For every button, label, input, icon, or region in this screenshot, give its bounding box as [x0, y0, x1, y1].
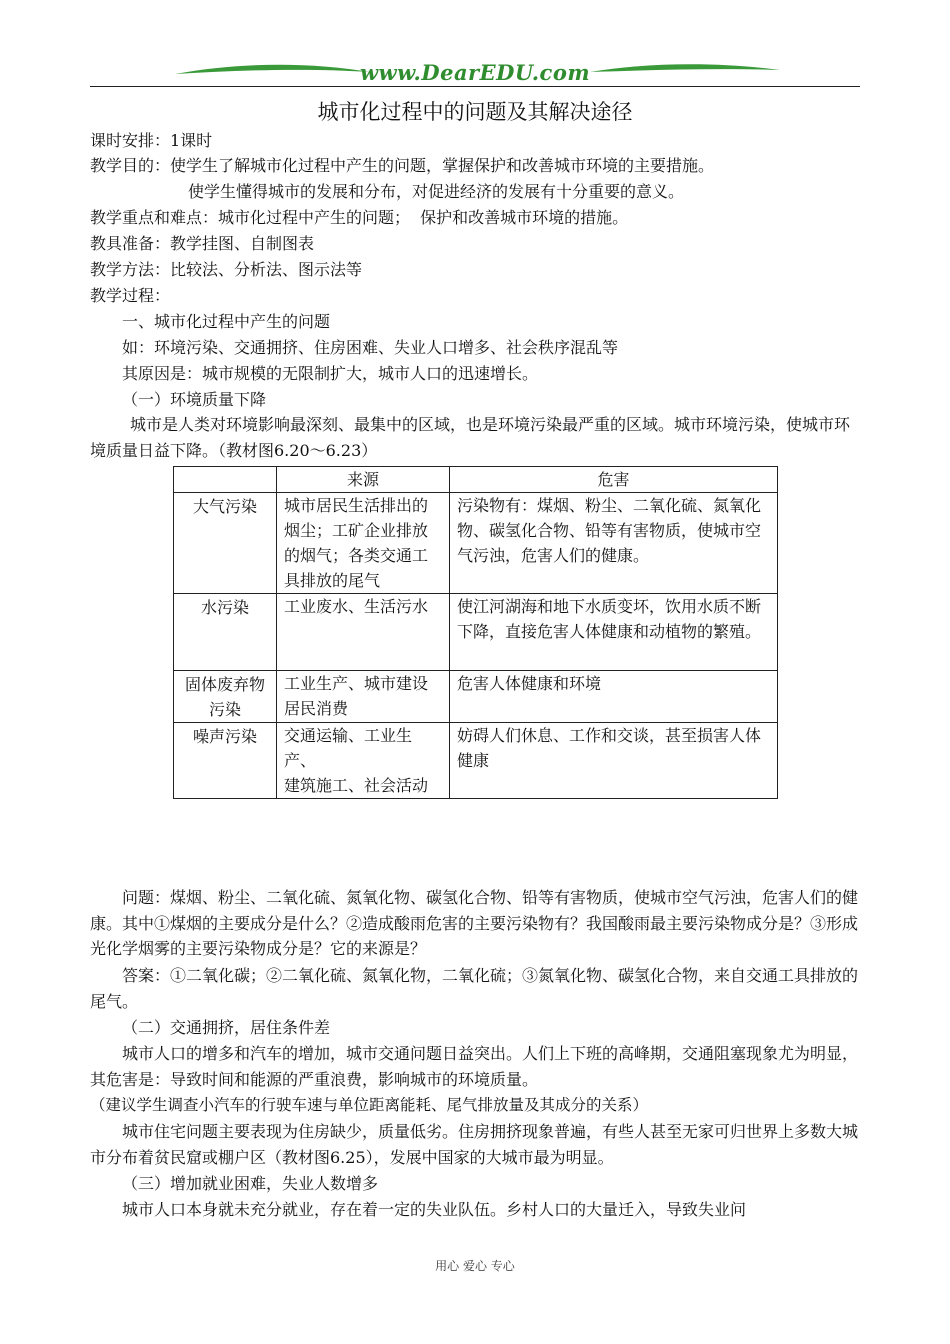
pollution-type: 水污染: [174, 594, 277, 671]
sub1-heading: （一）环境质量下降: [122, 390, 267, 409]
page-title: 城市化过程中的问题及其解决途径: [317, 100, 633, 124]
pollution-harm: 使江河湖海和地下水质变坏，饮用水质不断下降，直接危害人体健康和动植物的繁殖。: [450, 594, 778, 671]
table-header-cell: [174, 467, 277, 493]
sub2-text1: 城市人口的增多和汽车的增加，城市交通问题日益突出。人们上下班的高峰期，交通阻塞现象尤为明显，其危害是：导致时间和能源的严重浪费，影响城市的环境质量。: [90, 1044, 859, 1089]
site-logo: www.DearEDU.com: [359, 60, 591, 85]
sub1-text: 城市是人类对环境影响最深刻、最集中的区域，也是环境污染最严重的区域。城市环境污染，使城市环境质量日益下降。（教材图6.20～6.23）: [90, 415, 851, 460]
pollution-type: 固体废弃物污染: [174, 671, 277, 723]
table-row: [174, 493, 778, 594]
table-row: [174, 723, 778, 799]
pollution-harm: 污染物有：煤烟、粉尘、二氧化硫、氮氧化物、碳氢化合物、铅等有害物质，使城市空气污浊，危害人们的健康。: [450, 493, 778, 594]
sub2-text2: 城市住宅问题主要表现为住房缺少，质量低劣。住房拥挤现象普遍，有些人甚至无家可归世界上多数大城市分布着贫民窟或棚户区（教材图6.25），发展中国家的大城市最为明显。: [90, 1122, 859, 1167]
lesson-schedule: 课时安排：1课时: [90, 131, 213, 150]
teaching-process: 教学过程：: [90, 286, 171, 305]
pollution-source: 城市居民生活排出的烟尘；工矿企业排放的烟气；各类交通工具排放的尾气: [277, 493, 450, 594]
section1-examples: 如：环境污染、交通拥挤、住房困难、失业人口增多、社会秩序混乱等: [122, 338, 619, 357]
sub3-text: 城市人口本身就未充分就业，存在着一定的失业队伍。乡村人口的大量迁入，导致失业问: [122, 1200, 747, 1219]
sub3-heading: （三）增加就业困难，失业人数增多: [122, 1174, 379, 1193]
teaching-aids: 教具准备：教学挂图、自制图表: [90, 234, 315, 253]
answer-text: 答案：①二氧化碳；②二氧化硫、氮氧化物，二氧化硫；③氮氧化物、碳氢化合物，来自交通工具排放的尾气。: [90, 966, 859, 1011]
question-text: 问题：煤烟、粉尘、二氧化硫、氮氧化物、碳氢化合物、铅等有害物质，使城市空气污浊，危害人们的健康。其中①煤烟的主要成分是什么？②造成酸雨危害的主要污染物有？我国酸雨最主要污染物成分是？③形成光化学烟雾的主要污染物成分是？它的来源是？: [90, 888, 859, 958]
table-row: [174, 671, 778, 723]
header-rule: [90, 86, 860, 87]
pollution-source: 工业生产、城市建设 居民消费: [277, 671, 450, 723]
section1-heading: 一、城市化过程中产生的问题: [122, 312, 331, 331]
table-row: [174, 594, 778, 671]
sub2-heading: （二）交通拥挤，居住条件差: [122, 1018, 331, 1037]
page-footer: 用心 爱心 专心: [435, 1259, 515, 1273]
section1-cause: 其原因是：城市规模的无限制扩大，城市人口的迅速增长。: [122, 364, 539, 383]
page-header: [90, 58, 860, 90]
pollution-type: 大气污染: [174, 493, 277, 594]
sub2-note: （建议学生调查小汽车的行驶车速与单位距离能耗、尾气排放量及其成分的关系）: [90, 1096, 649, 1114]
teaching-goal: 教学目的：使学生了解城市化过程中产生的问题，掌握保护和改善城市环境的主要措施。: [90, 156, 715, 175]
pollution-harm: 妨碍人们休息、工作和交谈，甚至损害人体健康: [450, 723, 778, 799]
table-header-row: [174, 467, 778, 493]
pollution-source: 交通运输、工业生产、 建筑施工、社会活动: [277, 723, 450, 799]
pollution-type: 噪声污染: [174, 723, 277, 799]
key-points: 教学重点和难点：城市化过程中产生的问题； 保护和改善城市环境的措施。: [90, 208, 629, 227]
pollution-source: 工业废水、生活污水: [277, 594, 450, 671]
teaching-goal-cont: 使学生懂得城市的发展和分布，对促进经济的发展有十分重要的意义。: [188, 182, 685, 201]
table-header-cell: 危害: [450, 467, 778, 493]
teaching-methods: 教学方法：比较法、分析法、图示法等: [90, 260, 363, 279]
table-header-cell: 来源: [277, 467, 450, 493]
pollution-harm: 危害人体健康和环境: [450, 671, 778, 723]
pollution-table: [173, 466, 778, 799]
